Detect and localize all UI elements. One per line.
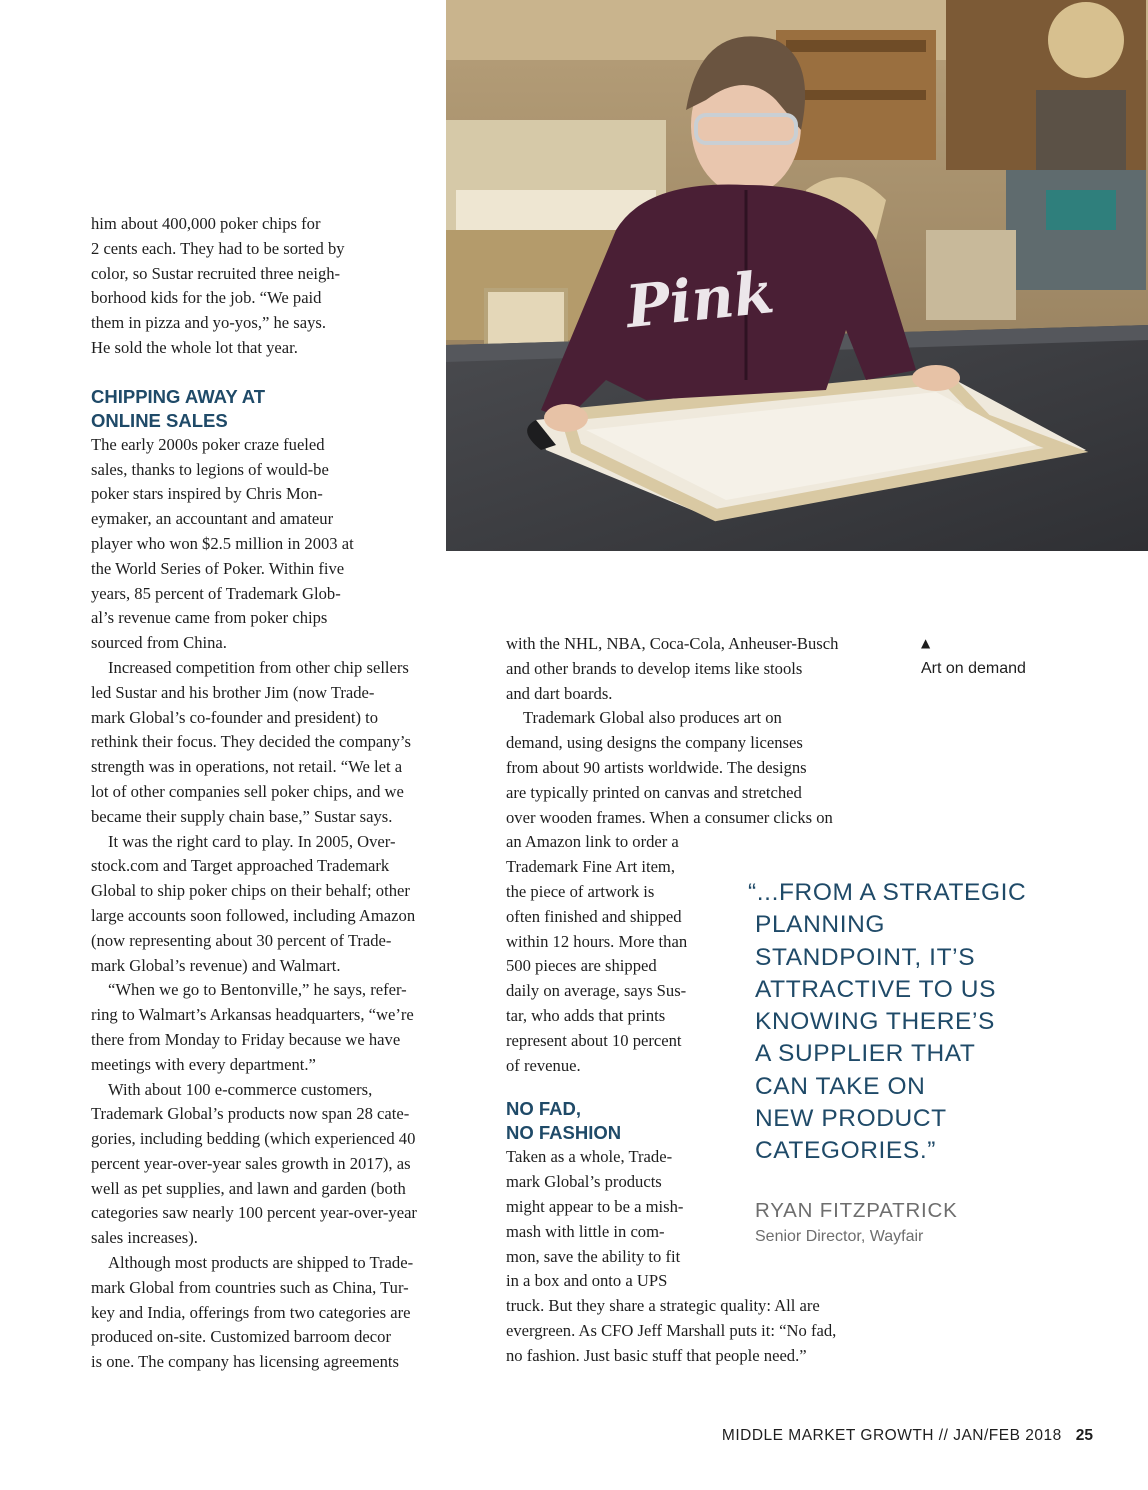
text-line: of revenue. — [506, 1055, 581, 1075]
text-line: sourced from China. — [91, 633, 227, 653]
text-line: mark Global from countries such as China, Tur- — [91, 1277, 409, 1297]
quote-line: CAN TAKE ON — [755, 1072, 926, 1100]
text-line: them in pizza and yo-yos,” he says. — [91, 313, 327, 333]
text-line: mark Global’s products — [506, 1172, 662, 1192]
text-line: an Amazon link to order a — [506, 832, 679, 852]
text-line: With about 100 e-commerce customers, — [108, 1079, 373, 1099]
text-line: rethink their focus. They decided the company’s — [91, 732, 411, 752]
text-line: lot of other companies sell poker chips, and we — [91, 781, 404, 801]
text-line: with the NHL, NBA, Coca-Cola, Anheuser-Busch — [506, 634, 839, 653]
text-line: no fashion. Just basic stuff that people need.” — [506, 1345, 807, 1365]
text-line: over wooden frames. When a consumer clicks on — [506, 807, 833, 827]
body-paragraph — [91, 433, 476, 656]
text-line: eymaker, an accountant and amateur — [91, 509, 334, 529]
body-paragraph — [91, 656, 476, 830]
quote-attribution-name: RYAN FITZPATRICK — [755, 1199, 958, 1222]
text-line: often finished and shipped — [506, 906, 682, 926]
text-line: sales increases). — [91, 1228, 198, 1248]
text-line: 2 cents each. They had to be sorted by — [91, 238, 345, 258]
text-line: “When we go to Bentonville,” he says, refer- — [108, 980, 407, 1000]
text-line: there from Monday to Friday because we have — [91, 1029, 401, 1049]
body-paragraph — [506, 632, 901, 706]
text-line: daily on average, says Sus- — [506, 981, 687, 1001]
text-line: percent year-over-year sales growth in 2017), as — [91, 1153, 411, 1173]
text-line: stock.com and Target approached Trademark — [91, 856, 390, 876]
quote-line: A SUPPLIER THAT — [755, 1040, 976, 1068]
article-column-1 — [91, 212, 476, 1375]
text-line: demand, using designs the company licenses — [506, 733, 803, 753]
text-line: poker stars inspired by Chris Mon- — [91, 484, 323, 504]
text-line: strength was in operations, not retail. “We let a — [91, 757, 403, 777]
text-line: mon, save the ability to fit — [506, 1246, 681, 1266]
text-line: and other brands to develop items like stools — [506, 658, 803, 678]
heading-line: CHIPPING AWAY AT — [91, 385, 266, 407]
text-line: and dart boards. — [506, 683, 613, 703]
text-line: might appear to be a mish- — [506, 1196, 684, 1216]
text-line: led Sustar and his brother Jim (now Trade- — [91, 682, 375, 702]
text-line: Taken as a whole, Trade- — [506, 1147, 673, 1167]
text-line: meetings with every department.” — [91, 1054, 316, 1074]
text-line: well as pet supplies, and lawn and garden (both — [91, 1178, 406, 1198]
text-line: The early 2000s poker craze fueled — [91, 434, 325, 454]
text-line: gories, including bedding (which experienced 40 — [91, 1129, 416, 1149]
text-line: the World Series of Poker. Within five — [91, 558, 345, 578]
text-line: years, 85 percent of Trademark Glob- — [91, 583, 341, 603]
text-line: sales, thanks to legions of would-be — [91, 459, 329, 479]
section-heading-chipping — [91, 385, 476, 433]
heading-line: NO FASHION — [506, 1122, 622, 1144]
text-line: mark Global’s co-founder and president) to — [91, 707, 379, 727]
text-line: (now representing about 30 percent of Trade- — [91, 930, 392, 950]
text-line: evergreen. As CFO Jeff Marshall puts it: “No fad, — [506, 1320, 837, 1340]
quote-line: NEW PRODUCT — [755, 1105, 947, 1133]
text-line: tar, who adds that prints — [506, 1005, 666, 1025]
text-line: are typically printed on canvas and stretched — [506, 782, 802, 802]
text-line: is one. The company has licensing agreements — [91, 1352, 399, 1372]
body-paragraph — [91, 1251, 476, 1375]
text-line: mark Global’s revenue) and Walmart. — [91, 955, 341, 975]
text-line: truck. But they share a strategic quality: All are — [506, 1296, 820, 1316]
text-line: large accounts soon followed, including Amazon — [91, 905, 416, 925]
photo-caption: Art on demand — [921, 660, 1026, 677]
text-line: color, so Sustar recruited three neigh- — [91, 263, 341, 283]
pull-quote — [748, 877, 1078, 1168]
text-line: ring to Walmart’s Arkansas headquarters, “we’re — [91, 1005, 414, 1025]
text-line: key and India, offerings from two categories are — [91, 1302, 411, 1322]
heading-line: ONLINE SALES — [91, 409, 228, 431]
text-line: in a box and onto a UPS — [506, 1271, 668, 1291]
text-line: produced on-site. Customized barroom decor — [91, 1327, 391, 1347]
text-line: Trademark Global’s products now span 28 cate- — [91, 1104, 410, 1124]
page-footer — [722, 1427, 1093, 1445]
text-line: Trademark Global also produces art on — [523, 708, 782, 728]
quote-line: CATEGORIES.” — [755, 1137, 936, 1165]
body-paragraph — [91, 1078, 476, 1252]
caption-arrow-icon: ▲ — [921, 636, 931, 650]
text-line: categories saw nearly 100 percent year-over-year — [91, 1203, 417, 1223]
text-line: from about 90 artists worldwide. The designs — [506, 757, 807, 777]
text-line: mash with little in com- — [506, 1221, 665, 1241]
publication-name: MIDDLE MARKET GROWTH // JAN/FEB 2018 — [721, 1427, 1062, 1444]
text-line: became their supply chain base,” Sustar says. — [91, 806, 393, 826]
text-line: 500 pieces are shipped — [506, 956, 657, 976]
text-line: Trademark Fine Art item, — [506, 857, 675, 877]
text-line: Although most products are shipped to Trade- — [108, 1253, 414, 1273]
quote-line: KNOWING THERE’S — [755, 1008, 995, 1036]
quote-attribution-role: Senior Director, Wayfair — [755, 1228, 924, 1245]
text-line: al’s revenue came from poker chips — [91, 608, 328, 628]
page-number: 25 — [1075, 1427, 1093, 1444]
quote-line: ATTRACTIVE TO US — [755, 975, 997, 1003]
text-line: player who won $2.5 million in 2003 at — [91, 533, 354, 553]
text-line: Global to ship poker chips on their behalf; other — [91, 881, 410, 901]
quote-line: STANDPOINT, IT’S — [755, 943, 976, 971]
quote-line: “...FROM A STRATEGIC — [748, 879, 1027, 906]
text-line: represent about 10 percent — [506, 1030, 682, 1050]
text-line: borhood kids for the job. “We paid — [91, 288, 322, 308]
intro-paragraph — [91, 212, 476, 361]
text-line: Increased competition from other chip sellers — [108, 657, 409, 677]
body-paragraph — [506, 1145, 901, 1368]
shirt-text: Pink — [622, 258, 778, 342]
text-line: him about 400,000 poker chips for — [91, 214, 321, 233]
text-line: It was the right card to play. In 2005, Over- — [108, 831, 396, 851]
text-line: within 12 hours. More than — [506, 931, 688, 951]
heading-line: NO FAD, — [506, 1098, 582, 1120]
body-paragraph — [91, 830, 476, 979]
text-line: the piece of artwork is — [506, 881, 655, 901]
text-line: He sold the whole lot that year. — [91, 337, 298, 357]
quote-line: PLANNING — [755, 911, 886, 939]
article-photo — [446, 0, 1148, 551]
body-paragraph — [91, 978, 476, 1077]
